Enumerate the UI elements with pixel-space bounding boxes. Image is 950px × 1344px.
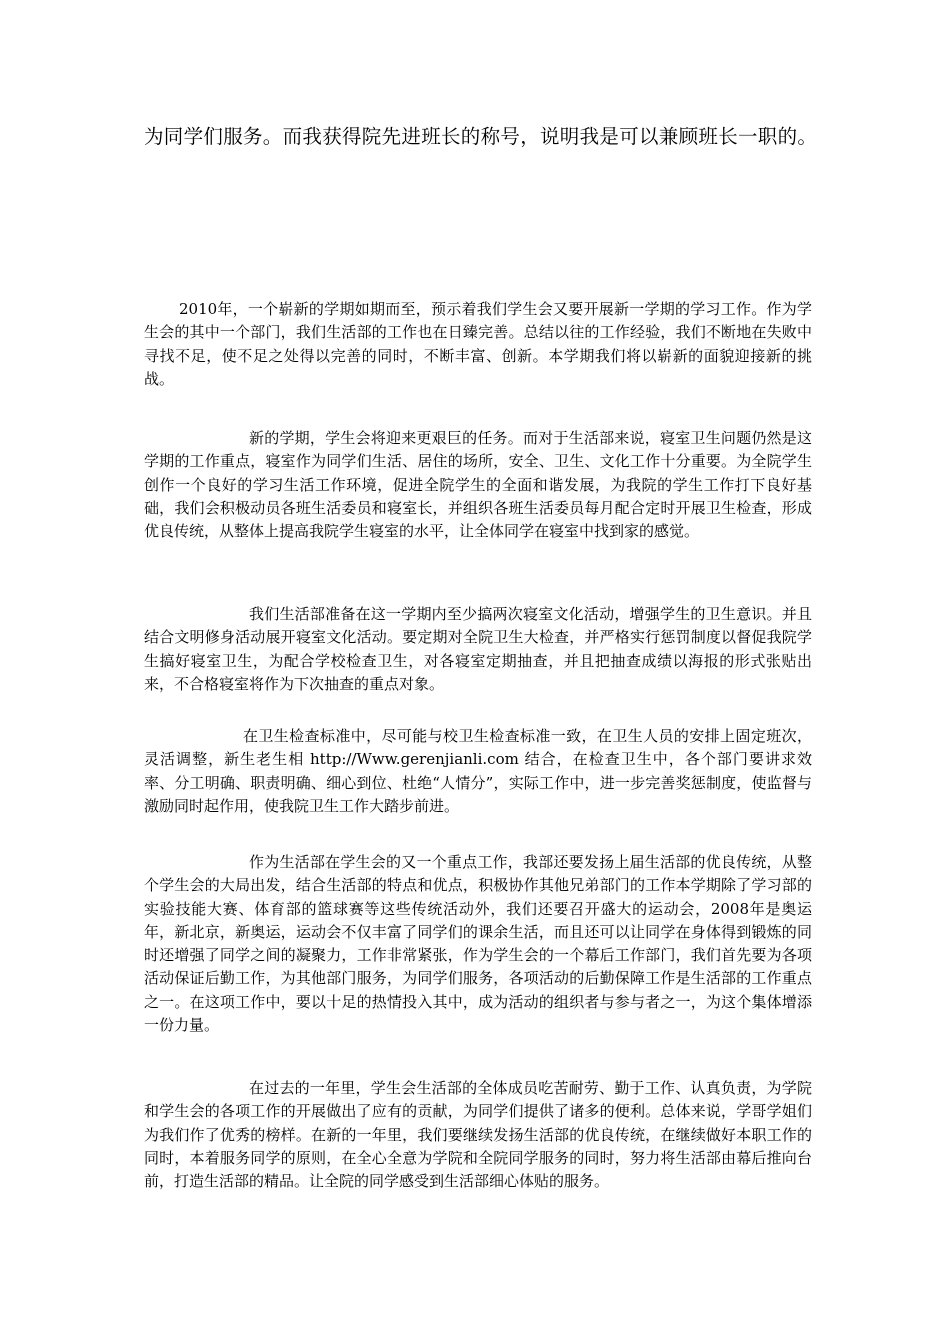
paragraph-semester-intro: 2010年，一个崭新的学期如期而至，预示着我们学生会又要开展新一学期的学习工作。作为学生会的其中一个部门，我们生活部的工作也在日臻完善。总结以往的工作经验，我们不断地在失败中寻找不足，使不足之处得以完善的同时，不断丰富、创新。本学期我们将以崭新的面貌迎接新的挑战。 [144, 300, 812, 388]
paragraph-dorm-hygiene: 新的学期，学生会将迎来更艰巨的任务。而对于生活部来说，寝室卫生问题仍然是这学期的工作重点，寝室作为同学们生活、居住的场所，安全、卫生、文化工作十分重要。为全院学生创作一个良好的学习生活工作环境，促进全院学生的全面和谐发展，为我院的学生工作打下良好基础，我们会积极动员各班生活委员和寝室长，并组织各班生活委员每月配合定时开展卫生检查，形成优良传统，从整体上提高我院学生寝室的水平，让全体同学在寝室中找到家的感觉。 [144, 429, 812, 541]
paragraph-dorm-culture: 我们生活部准备在这一学期内至少搞两次寝室文化活动，增强学生的卫生意识。并且结合文明修身活动展开寝室文化活动。要定期对全院卫生大检查，并严格实行惩罚制度以督促我院学生搞好寝室卫生，为配合学校检查卫生，对各寝室定期抽查，并且把抽查成绩以海报的形式张贴出来，不合格寝室将作为下次抽查的重点对象。 [144, 605, 812, 693]
paragraph-inspection-standards: 在卫生检查标准中，尽可能与校卫生检查标准一致，在卫生人员的安排上固定班次，灵活调整，新生老生相 http://Www.gerenjianli.com 结合，在检查卫生中，各个部门要讲求效率、分工明确、职责明确、细心到位、杜绝“人情分”，实际工作中，进一步完善奖惩制度，使监督与激励同时起作用，使我院卫生工作大踏步前进。 [144, 727, 812, 815]
paragraph-support-work: 作为生活部在学生会的又一个重点工作，我部还要发扬上届生活部的优良传统，从整个学生会的大局出发，结合生活部的特点和优点，积极协作其他兄弟部门的工作本学期除了学习部的实验技能大赛、体育部的篮球赛等这些传统活动外，我们还要召开盛大的运动会，2008年是奥运年，新北京，新奥运，运动会不仅丰富了同学们的课余生活，而且还可以让同学在身体得到锻炼的同时还增强了同学之间的凝聚力，工作非常紧张，作为学生会的一个幕后工作部门，我们首先要为各项活动保证后勤工作，为其他部门服务，为同学们服务，各项活动的后勤保障工作是生活部的工作重点之一。在这项工作中，要以十足的热情投入其中，成为活动的组织者与参与者之一，为这个集体增添一份力量。 [144, 853, 812, 1035]
intro-line: 为同学们服务。而我获得院先进班长的称号，说明我是可以兼顾班长一职的。 [144, 125, 818, 148]
paragraph-review-outlook: 在过去的一年里，学生会生活部的全体成员吃苦耐劳、勤于工作、认真负责，为学院和学生会的各项工作的开展做出了应有的贡献，为同学们提供了诸多的便利。总体来说，学哥学姐们为我们作了优秀的榜样。在新的一年里，我们要继续发扬生活部的优良传统，在继续做好本职工作的同时，本着服务同学的原则，在全心全意为学院和全院同学服务的同时，努力将生活部由幕后推向台前，打造生活部的精品。让全院的同学感受到生活部细心体贴的服务。 [144, 1079, 812, 1191]
